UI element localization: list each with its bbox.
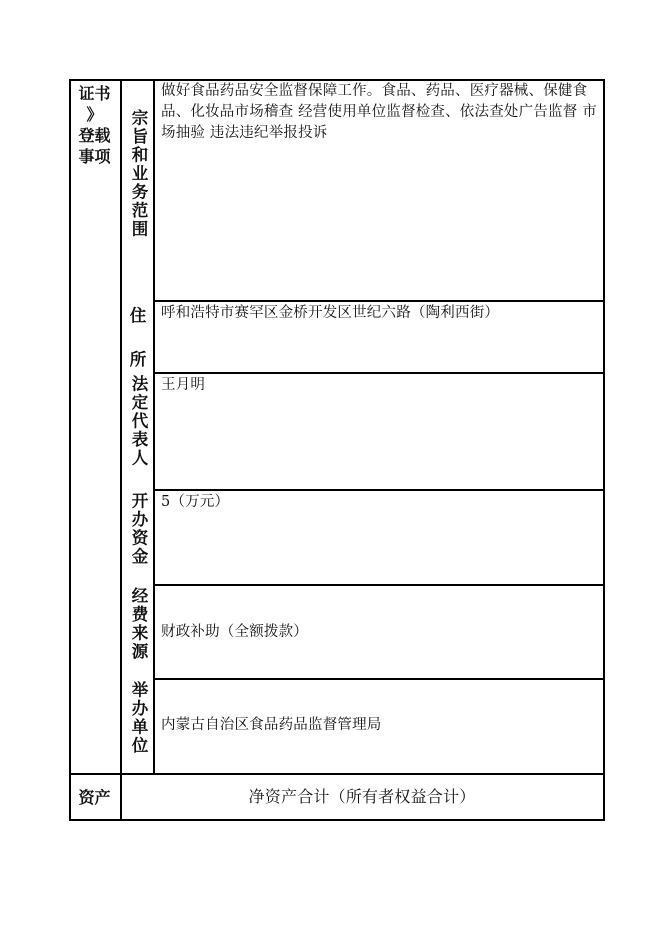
value-sponsor: 内蒙古自治区食品药品监督管理局: [161, 717, 382, 733]
section-heading-line: 事项: [78, 147, 111, 166]
value-funding-source: 财政补助（全额拨款）: [161, 624, 308, 640]
registration-table: [69, 79, 605, 821]
row-divider: [153, 372, 605, 374]
label-registered-capital: 开办资金: [129, 492, 148, 566]
row-divider: [153, 489, 605, 491]
table-border-right: [603, 79, 605, 821]
section-heading-line: 登载: [78, 126, 111, 145]
label-legal-representative: 法定代表人: [129, 375, 148, 468]
label-divider: [153, 79, 155, 774]
section-heading-line: 证书: [78, 84, 111, 103]
value-scope: 做好食品药品安全监督保障工作。食品、药品、医疗器械、保健食品、化妆品市场稽查 经营使用单位监督检查、依法查处广告监督 市场抽验 违法违纪举报投诉: [161, 83, 597, 141]
label-address-top: 住: [129, 306, 147, 325]
table-border-bottom: [69, 819, 605, 821]
table-border-left: [69, 79, 71, 821]
row-divider: [153, 678, 605, 680]
assets-label: 资产: [78, 788, 111, 807]
assets-value: 净资产合计（所有者权益合计）: [248, 787, 476, 806]
value-address: 呼和浩特市赛罕区金桥开发区世纪六路（陶利西街）: [161, 305, 500, 321]
value-legal-representative: 王月明: [161, 377, 206, 393]
label-sponsor: 举办单位: [129, 681, 148, 755]
label-address-bottom: 所: [129, 350, 147, 369]
section-heading-line: 》: [86, 105, 103, 124]
section-heading: [69, 83, 120, 167]
row-divider: [153, 584, 605, 586]
row-divider: [153, 300, 605, 302]
section-divider: [120, 79, 122, 821]
label-funding-source: 经费来源: [129, 587, 148, 661]
label-scope: 宗旨和业务范围: [129, 109, 148, 239]
assets-divider: [69, 773, 605, 775]
value-registered-capital: 5（万元）: [161, 494, 230, 510]
